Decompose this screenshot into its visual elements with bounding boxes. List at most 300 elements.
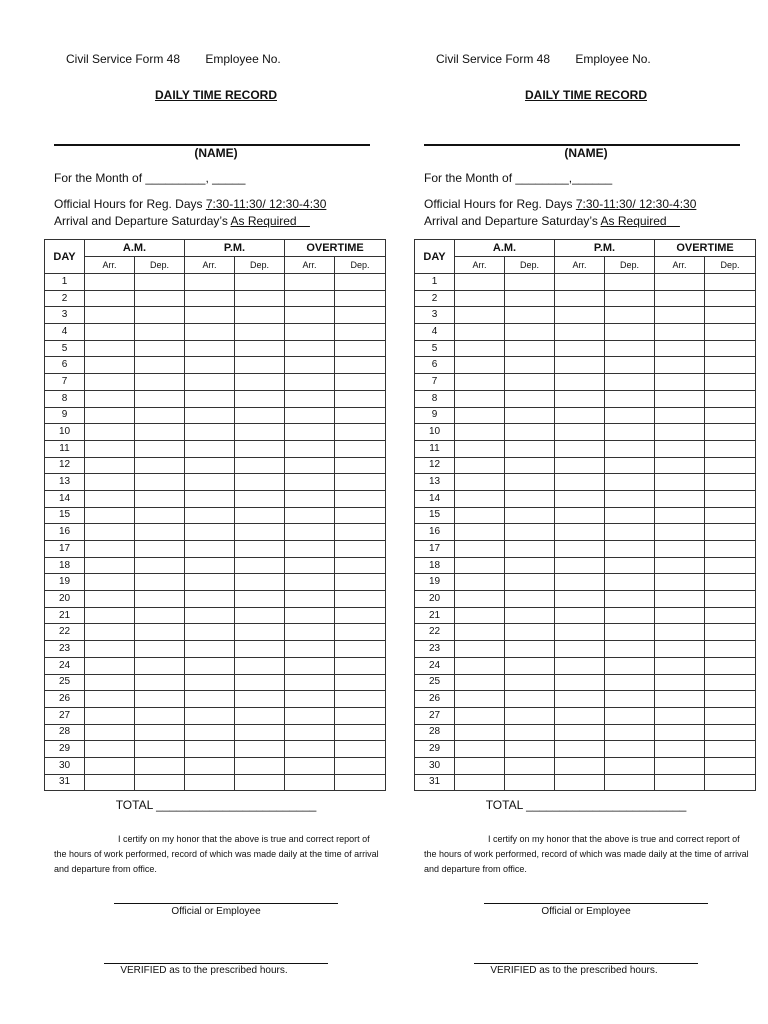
am-arrival-cell [85, 274, 135, 291]
ot-departure-cell [335, 290, 386, 307]
ot-arrival-cell [285, 390, 335, 407]
ot-arrival-cell [655, 541, 705, 558]
pm-departure-cell [235, 741, 285, 758]
day-row [45, 674, 386, 691]
ot-arrival-cell [655, 724, 705, 741]
day-row [415, 707, 756, 724]
pm-departure-cell [235, 524, 285, 541]
pm-departure-cell [235, 307, 285, 324]
dtr-form-right [414, 0, 768, 1024]
saturday-hours [424, 214, 680, 228]
time-record-table [44, 239, 386, 791]
saturday-hours [54, 214, 310, 228]
pm-departure-cell [235, 724, 285, 741]
day-row [415, 440, 756, 457]
am-arrival-cell [85, 307, 135, 324]
am-arrival-cell [85, 357, 135, 374]
am-arrival-cell [85, 290, 135, 307]
am-departure-cell [135, 407, 185, 424]
am-arrival-cell [85, 607, 135, 624]
pm-arrival-cell [185, 657, 235, 674]
pm-departure-cell [235, 424, 285, 441]
am-departure-cell [135, 524, 185, 541]
ot-departure-cell [705, 474, 756, 491]
am-arrival-cell [85, 390, 135, 407]
ot-departure-cell [335, 574, 386, 591]
pm-arrival-cell [185, 541, 235, 558]
ot-departure-cell [335, 691, 386, 708]
am-arrival-cell [85, 757, 135, 774]
am-arrival-cell [455, 541, 505, 558]
pm-arrival-cell [185, 407, 235, 424]
day-row [45, 774, 386, 791]
am-departure-cell [505, 507, 555, 524]
pm-arrival-cell [185, 641, 235, 658]
day-row [415, 357, 756, 374]
ot-arrival-cell [655, 457, 705, 474]
day-number: 19 [45, 574, 85, 591]
am-arrival-cell [455, 657, 505, 674]
overtime-header: OVERTIME [655, 240, 756, 257]
pm-departure-cell [605, 641, 655, 658]
ot-departure-cell [705, 574, 756, 591]
ot-arrival-cell [285, 541, 335, 558]
pm-departure-cell [605, 307, 655, 324]
day-number: 10 [45, 424, 85, 441]
ot-departure-cell [335, 657, 386, 674]
day-number: 7 [45, 374, 85, 391]
ot-arrival-cell [655, 274, 705, 291]
am-departure-cell [135, 691, 185, 708]
am-header: A.M. [455, 240, 555, 257]
pm-arrival-cell [555, 390, 605, 407]
ot-arrival-cell [655, 774, 705, 791]
ot-departure-cell [335, 357, 386, 374]
ot-departure-cell [705, 541, 756, 558]
day-number: 20 [415, 591, 455, 608]
am-departure-cell [505, 574, 555, 591]
pm-departure-cell [235, 490, 285, 507]
pm-arrival-cell [555, 624, 605, 641]
pm-arrival-cell [185, 374, 235, 391]
ot-arrival-cell [285, 440, 335, 457]
pm-arrival-cell [555, 357, 605, 374]
day-number: 29 [415, 741, 455, 758]
ot-departure-cell [335, 390, 386, 407]
ot-arrival-cell [655, 374, 705, 391]
day-number: 10 [415, 424, 455, 441]
ot-arrival-cell [285, 324, 335, 341]
ot-departure-cell [705, 774, 756, 791]
ot-departure-cell [335, 457, 386, 474]
ot-departure-cell [335, 591, 386, 608]
pm-departure-cell [605, 524, 655, 541]
pm-departure-cell [235, 624, 285, 641]
day-header: DAY [415, 240, 455, 274]
am-departure-cell [505, 691, 555, 708]
day-number: 5 [415, 340, 455, 357]
am-arrival-cell [455, 390, 505, 407]
pm-arrival-cell [555, 674, 605, 691]
ot-departure-cell [335, 340, 386, 357]
am-departure-cell [505, 707, 555, 724]
am-arrival-cell [455, 591, 505, 608]
official-hours-value: 7:30-11:30/ 12:30-4:30 [205, 197, 327, 211]
ot-departure-cell [705, 307, 756, 324]
ot-arrival-cell [285, 574, 335, 591]
am-departure-cell [505, 541, 555, 558]
am-departure-cell [135, 574, 185, 591]
am-arrival-header: Arr. [85, 257, 135, 274]
am-departure-cell [135, 390, 185, 407]
pm-departure-cell [605, 424, 655, 441]
am-arrival-cell [85, 591, 135, 608]
ot-departure-cell [705, 707, 756, 724]
day-number: 2 [415, 290, 455, 307]
day-row [45, 657, 386, 674]
ot-departure-cell [705, 624, 756, 641]
pm-departure-cell [235, 440, 285, 457]
am-arrival-cell [455, 624, 505, 641]
ot-departure-cell [705, 741, 756, 758]
ot-departure-cell [335, 774, 386, 791]
day-number: 3 [45, 307, 85, 324]
day-number: 31 [415, 774, 455, 791]
am-departure-cell [135, 774, 185, 791]
day-row [415, 290, 756, 307]
day-number: 29 [45, 741, 85, 758]
pm-arrival-cell [185, 507, 235, 524]
am-departure-cell [135, 324, 185, 341]
am-arrival-cell [455, 490, 505, 507]
ot-departure-cell [705, 591, 756, 608]
day-number: 12 [45, 457, 85, 474]
verified-label: VERIFIED as to the prescribed hours. [490, 965, 658, 976]
ot-arrival-cell [655, 407, 705, 424]
am-arrival-cell [85, 741, 135, 758]
am-departure-cell [135, 340, 185, 357]
pm-departure-cell [605, 324, 655, 341]
day-number: 24 [45, 657, 85, 674]
pm-arrival-cell [555, 757, 605, 774]
am-arrival-cell [455, 274, 505, 291]
signature-label: Official or Employee [171, 906, 261, 917]
pm-arrival-cell [185, 757, 235, 774]
am-departure-cell [505, 674, 555, 691]
pm-departure-cell [605, 557, 655, 574]
am-arrival-cell [85, 707, 135, 724]
day-row [45, 340, 386, 357]
ot-arrival-cell [655, 591, 705, 608]
am-departure-cell [505, 390, 555, 407]
day-row [415, 307, 756, 324]
pm-arrival-cell [185, 741, 235, 758]
day-number: 9 [45, 407, 85, 424]
pm-arrival-cell [185, 324, 235, 341]
day-row [45, 424, 386, 441]
pm-arrival-cell [555, 474, 605, 491]
pm-departure-cell [605, 574, 655, 591]
am-arrival-cell [455, 424, 505, 441]
day-number: 30 [415, 757, 455, 774]
ot-arrival-cell [285, 724, 335, 741]
ot-departure-cell [705, 324, 756, 341]
ot-departure-cell [335, 374, 386, 391]
am-departure-header: Dep. [505, 257, 555, 274]
am-departure-cell [505, 290, 555, 307]
pm-departure-cell [235, 507, 285, 524]
pm-departure-cell [605, 407, 655, 424]
day-number: 17 [415, 541, 455, 558]
pm-arrival-cell [185, 607, 235, 624]
day-row [45, 641, 386, 658]
ot-arrival-cell [285, 607, 335, 624]
pm-arrival-cell [555, 657, 605, 674]
day-number: 16 [415, 524, 455, 541]
ot-departure-cell [335, 624, 386, 641]
ot-arrival-cell [285, 591, 335, 608]
am-departure-cell [505, 724, 555, 741]
overtime-header: OVERTIME [285, 240, 386, 257]
am-departure-cell [505, 474, 555, 491]
am-arrival-cell [455, 724, 505, 741]
ot-departure-cell [705, 290, 756, 307]
day-row [45, 390, 386, 407]
am-departure-cell [505, 307, 555, 324]
pm-departure-cell [605, 624, 655, 641]
ot-arrival-cell [285, 557, 335, 574]
day-number: 1 [45, 274, 85, 291]
pm-arrival-cell [555, 457, 605, 474]
day-row [415, 374, 756, 391]
am-arrival-cell [85, 724, 135, 741]
pm-departure-cell [605, 457, 655, 474]
pm-departure-cell [605, 591, 655, 608]
day-row [415, 490, 756, 507]
am-arrival-cell [455, 774, 505, 791]
ot-arrival-cell [655, 741, 705, 758]
am-arrival-cell [85, 340, 135, 357]
ot-departure-cell [335, 724, 386, 741]
am-departure-cell [505, 340, 555, 357]
pm-arrival-cell [555, 340, 605, 357]
pm-departure-cell [235, 340, 285, 357]
pm-departure-cell [605, 657, 655, 674]
ot-arrival-cell [285, 524, 335, 541]
pm-arrival-cell [185, 290, 235, 307]
pm-arrival-cell [185, 774, 235, 791]
pm-arrival-cell [555, 374, 605, 391]
am-arrival-cell [85, 490, 135, 507]
am-departure-cell [135, 557, 185, 574]
pm-departure-cell [605, 490, 655, 507]
am-arrival-cell [455, 524, 505, 541]
am-arrival-cell [455, 407, 505, 424]
pm-departure-cell [235, 607, 285, 624]
day-number: 8 [45, 390, 85, 407]
ot-arrival-cell [285, 340, 335, 357]
pm-arrival-cell [185, 591, 235, 608]
pm-arrival-cell [555, 324, 605, 341]
pm-arrival-cell [555, 724, 605, 741]
day-number: 21 [45, 607, 85, 624]
am-arrival-cell [85, 407, 135, 424]
official-hours [424, 197, 696, 211]
ot-arrival-header: Arr. [285, 257, 335, 274]
pm-departure-cell [605, 474, 655, 491]
pm-arrival-cell [555, 290, 605, 307]
am-departure-cell [505, 457, 555, 474]
official-hours-value: 7:30-11:30/ 12:30-4:30 [575, 197, 697, 211]
am-arrival-cell [455, 440, 505, 457]
am-departure-cell [135, 357, 185, 374]
verified-line [104, 963, 328, 964]
pm-departure-cell [605, 340, 655, 357]
am-departure-cell [135, 641, 185, 658]
pm-arrival-cell [185, 574, 235, 591]
day-row [415, 741, 756, 758]
pm-departure-cell [235, 390, 285, 407]
pm-departure-cell [235, 591, 285, 608]
am-departure-cell [505, 490, 555, 507]
pm-departure-header: Dep. [605, 257, 655, 274]
form-header [436, 52, 651, 66]
ot-departure-cell [705, 390, 756, 407]
ot-departure-header: Dep. [705, 257, 756, 274]
am-departure-cell [505, 274, 555, 291]
pm-arrival-cell [555, 574, 605, 591]
day-number: 27 [415, 707, 455, 724]
day-number: 28 [45, 724, 85, 741]
ot-arrival-header: Arr. [655, 257, 705, 274]
am-departure-cell [135, 707, 185, 724]
ot-arrival-cell [655, 624, 705, 641]
ot-arrival-cell [285, 407, 335, 424]
ot-departure-cell [335, 307, 386, 324]
day-row [415, 591, 756, 608]
am-departure-cell [505, 741, 555, 758]
pm-arrival-cell [185, 674, 235, 691]
pm-departure-cell [605, 757, 655, 774]
day-row [415, 691, 756, 708]
day-number: 6 [415, 357, 455, 374]
day-header: DAY [45, 240, 85, 274]
ot-departure-cell [335, 541, 386, 558]
day-row [415, 390, 756, 407]
am-departure-cell [135, 607, 185, 624]
pm-departure-cell [235, 541, 285, 558]
pm-header: P.M. [185, 240, 285, 257]
am-departure-cell [135, 424, 185, 441]
pm-departure-cell [235, 457, 285, 474]
am-departure-cell [135, 307, 185, 324]
day-row [45, 691, 386, 708]
am-arrival-cell [455, 507, 505, 524]
ot-arrival-cell [285, 374, 335, 391]
day-number: 18 [45, 557, 85, 574]
day-row [45, 557, 386, 574]
ot-arrival-cell [655, 324, 705, 341]
day-row [45, 307, 386, 324]
pm-departure-cell [605, 541, 655, 558]
ot-departure-cell [705, 691, 756, 708]
pm-departure-cell [605, 374, 655, 391]
am-arrival-cell [455, 741, 505, 758]
day-number: 17 [45, 541, 85, 558]
day-number: 22 [415, 624, 455, 641]
ot-departure-cell [705, 607, 756, 624]
pm-departure-cell [235, 574, 285, 591]
ot-departure-cell [335, 507, 386, 524]
ot-arrival-cell [285, 757, 335, 774]
day-number: 26 [415, 691, 455, 708]
pm-arrival-header: Arr. [555, 257, 605, 274]
pm-arrival-cell [185, 424, 235, 441]
saturday-trail [297, 214, 310, 228]
day-number: 6 [45, 357, 85, 374]
saturday-value: As Required [230, 214, 297, 228]
pm-arrival-cell [185, 457, 235, 474]
pm-departure-cell [605, 274, 655, 291]
day-row [45, 741, 386, 758]
am-departure-cell [505, 657, 555, 674]
am-arrival-cell [455, 607, 505, 624]
am-arrival-cell [455, 340, 505, 357]
day-row [45, 407, 386, 424]
pm-departure-cell [605, 390, 655, 407]
ot-arrival-cell [655, 607, 705, 624]
pm-arrival-cell [555, 524, 605, 541]
saturday-label: Arrival and Departure Saturday’s [54, 214, 228, 228]
day-number: 18 [415, 557, 455, 574]
verified-label: VERIFIED as to the prescribed hours. [120, 965, 288, 976]
am-departure-cell [135, 274, 185, 291]
ot-arrival-cell [655, 657, 705, 674]
day-row [45, 624, 386, 641]
day-number: 7 [415, 374, 455, 391]
am-departure-cell [505, 557, 555, 574]
ot-arrival-cell [285, 424, 335, 441]
pm-arrival-cell [185, 707, 235, 724]
am-arrival-cell [455, 691, 505, 708]
form-name: Civil Service Form 48 [66, 52, 181, 66]
ot-departure-cell [705, 557, 756, 574]
saturday-label: Arrival and Departure Saturday’s [424, 214, 598, 228]
ot-arrival-cell [655, 691, 705, 708]
am-arrival-cell [455, 557, 505, 574]
day-number: 14 [415, 490, 455, 507]
day-number: 30 [45, 757, 85, 774]
am-departure-cell [505, 324, 555, 341]
am-arrival-cell [455, 641, 505, 658]
pm-departure-cell [605, 691, 655, 708]
am-departure-cell [135, 490, 185, 507]
pm-departure-cell [235, 674, 285, 691]
day-row [45, 457, 386, 474]
pm-departure-cell [605, 774, 655, 791]
day-number: 23 [415, 641, 455, 658]
day-row [45, 374, 386, 391]
ot-departure-cell [705, 374, 756, 391]
day-row [415, 674, 756, 691]
day-number: 13 [45, 474, 85, 491]
pm-departure-cell [605, 507, 655, 524]
saturday-trail [667, 214, 680, 228]
ot-arrival-cell [655, 440, 705, 457]
ot-arrival-cell [285, 357, 335, 374]
am-arrival-cell [85, 541, 135, 558]
am-departure-cell [135, 724, 185, 741]
